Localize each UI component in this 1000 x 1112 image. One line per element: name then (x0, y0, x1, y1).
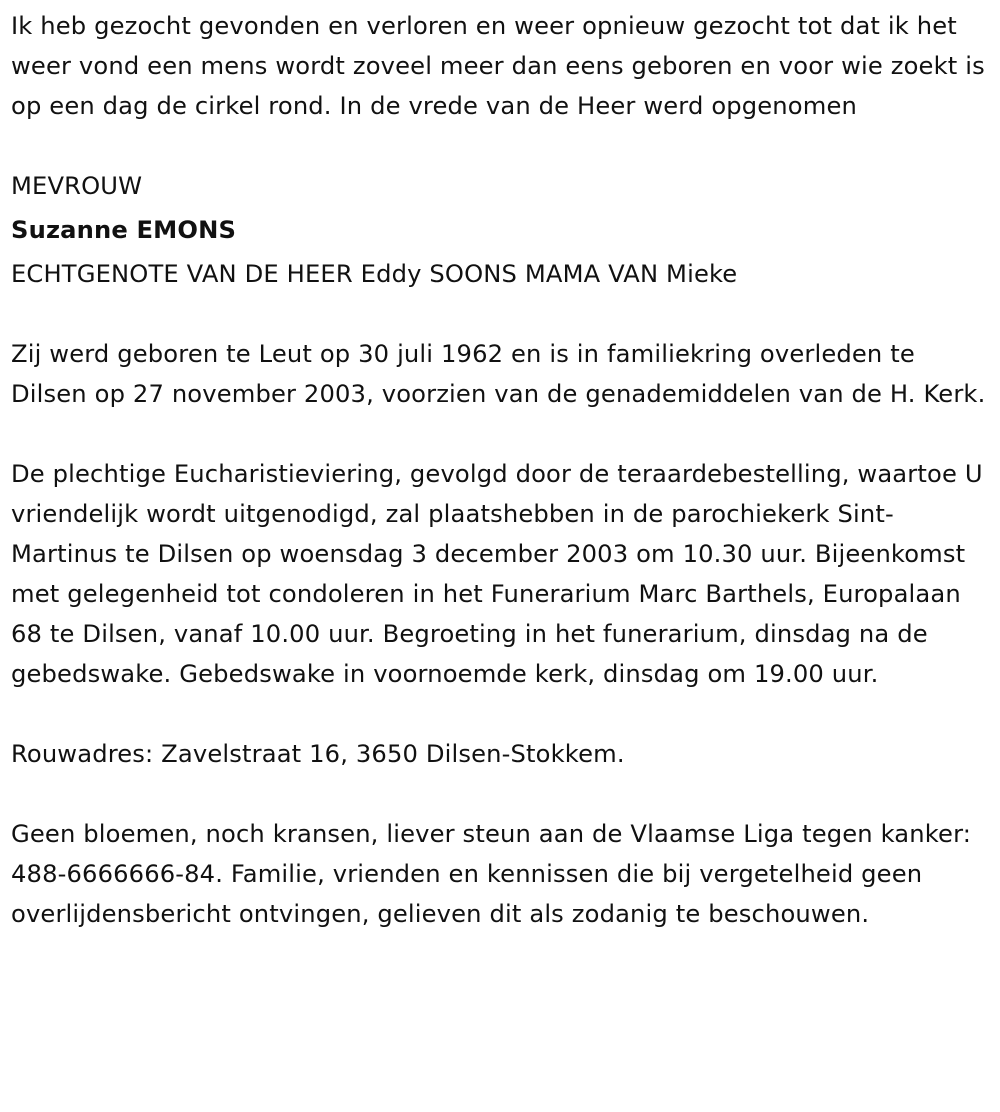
birth-death-paragraph: Zij werd geboren te Leut op 30 juli 1962 en is in familiekring overleden te Dilsen op 27 november 2003, voorzien van de genademiddelen van de H. Kerk. (11, 340, 986, 408)
mourning-address: Rouwadres: Zavelstraat 16, 3650 Dilsen-Stokkem. (11, 740, 625, 768)
honorific: MEVROUW (11, 172, 143, 200)
relation-line: ECHTGENOTE VAN DE HEER Eddy SOONS MAMA VAN Mieke (11, 260, 738, 288)
deceased-name: Suzanne EMONS (11, 216, 237, 244)
ceremony-paragraph: De plechtige Eucharistieviering, gevolgd door de teraardebestelling, waartoe U vriendelijk wordt uitgenodigd, zal plaatshebben in de parochiekerk Sint-Martinus te Dilsen op woensdag 3 december 2003 om 10.30 uur. Bijeenkomst met gelegenheid tot condoleren in het Funerarium Marc Barthels, Europalaan 68 te Dilsen, vanaf 10.00 uur. Begroeting in het funerarium, dinsdag na de gebedswake. Gebedswake in voornoemde kerk, dinsdag om 19.00 uur. (11, 460, 983, 688)
intro-poem: Ik heb gezocht gevonden en verloren en weer opnieuw gezocht tot dat ik het weer vond een mens wordt zoveel meer dan eens geboren en voor wie zoekt is op een dag de cirkel rond. In de vrede van de Heer werd opgenomen (11, 12, 985, 120)
closing-paragraph: Geen bloemen, noch kransen, liever steun aan de Vlaamse Liga tegen kanker: 488-6666666-84. Familie, vrienden en kennissen die bij vergetelheid geen overlijdensbericht ontvingen, gelieven dit als zodanig te beschouwen. (11, 820, 972, 928)
